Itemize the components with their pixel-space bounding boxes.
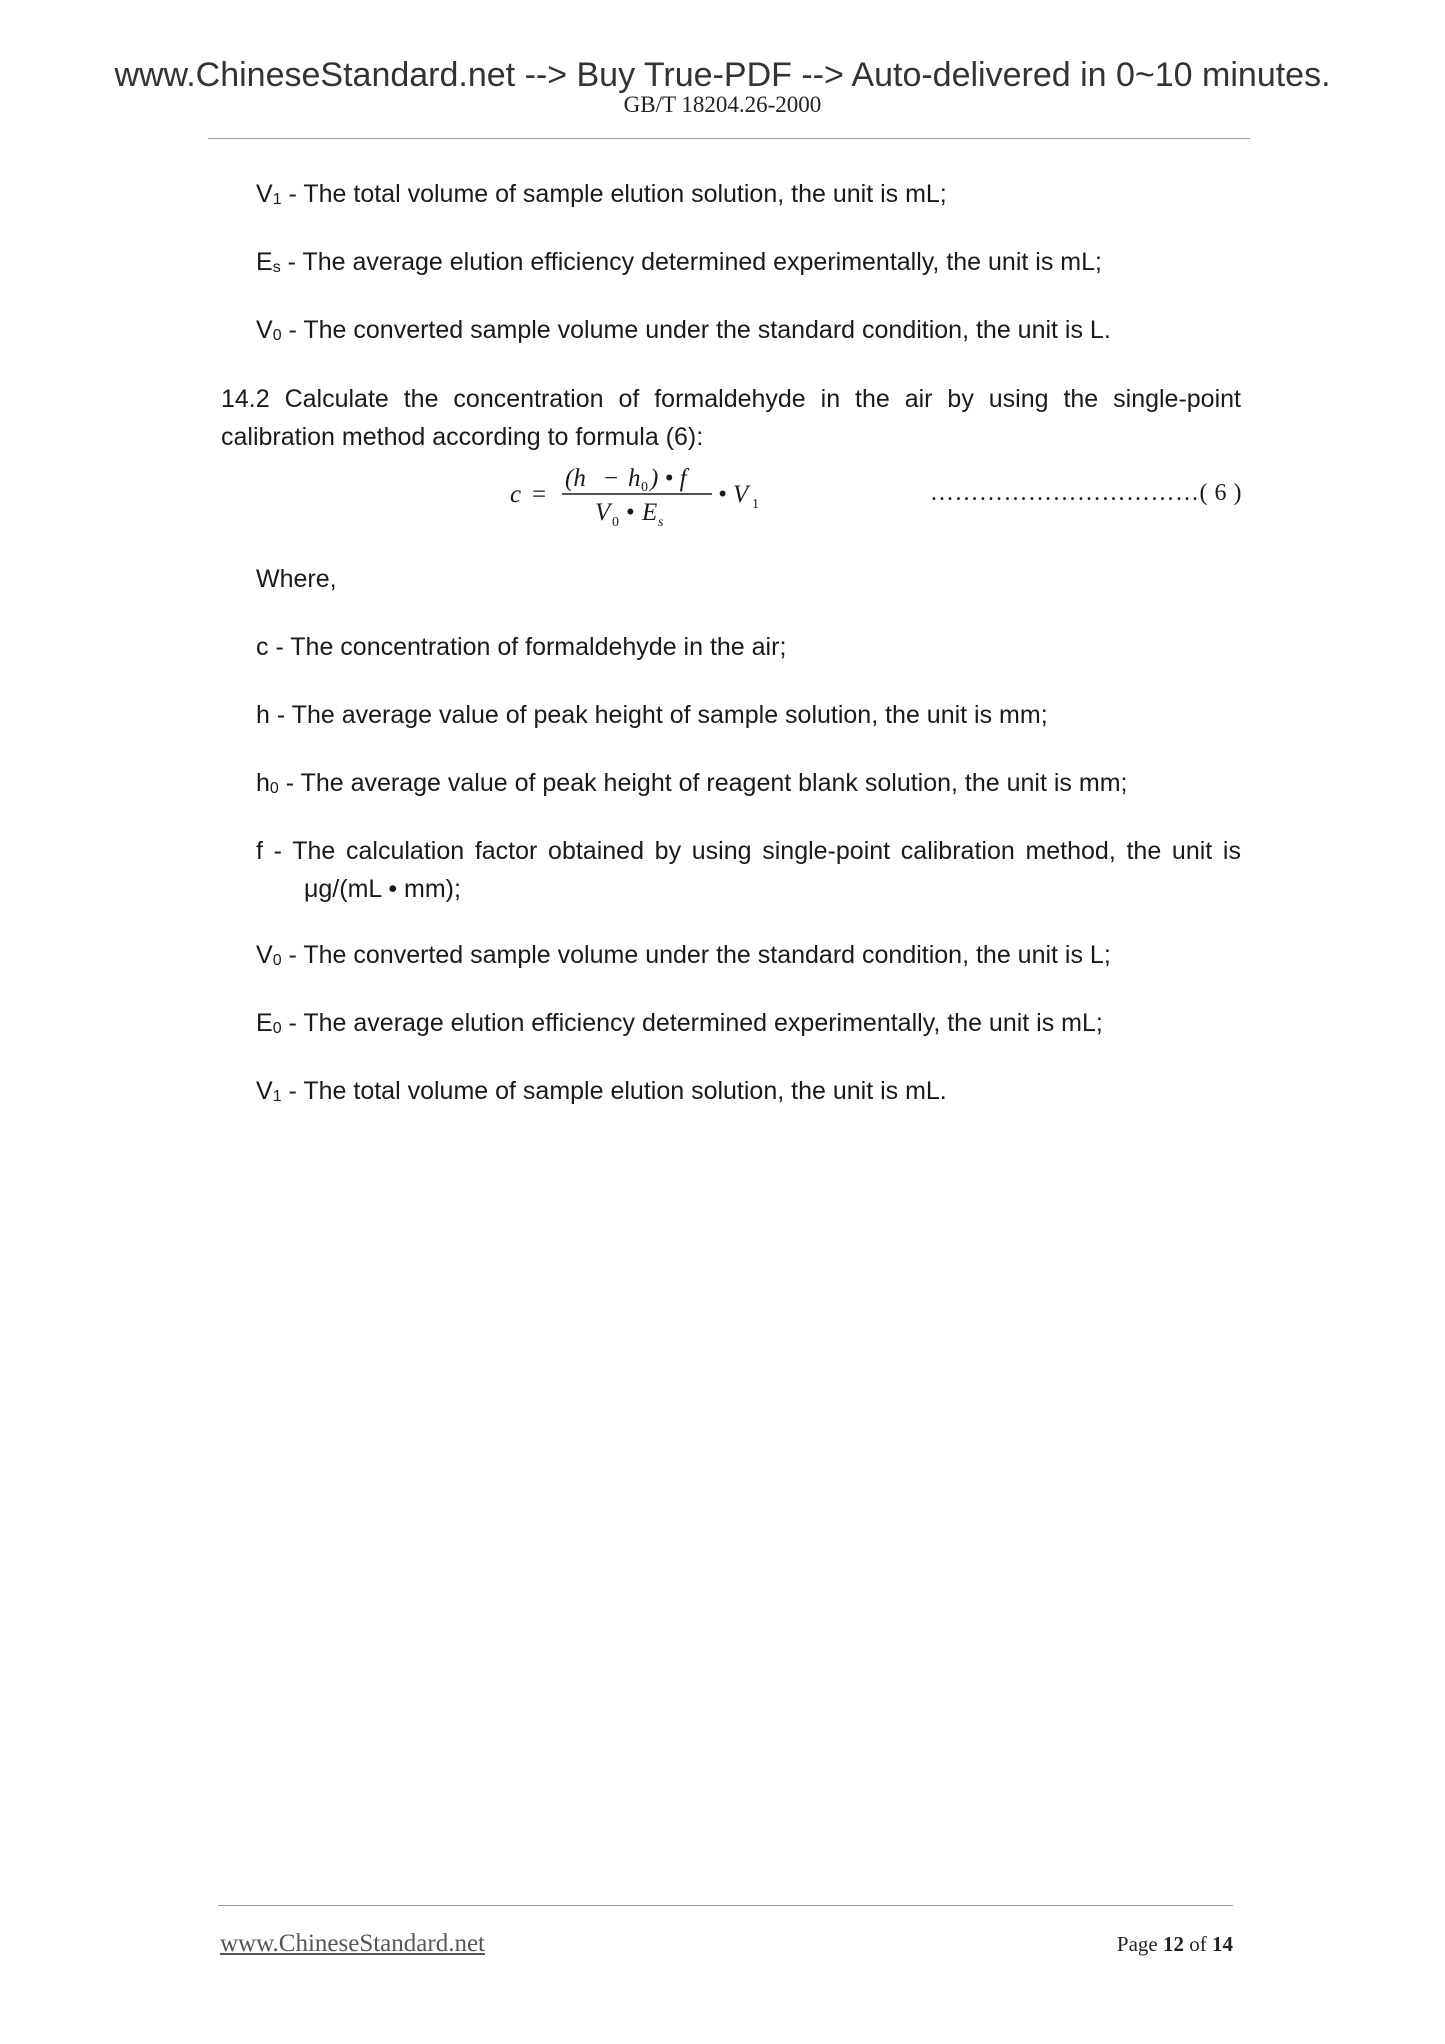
formula-h-subscript: 0 xyxy=(641,480,648,495)
definition-text: - The average value of peak height of reagent blank solution, the unit is mm; xyxy=(278,769,1128,797)
definition-text: - The total volume of sample elution solution, the unit is mL; xyxy=(281,180,947,208)
symbol-subscript: 0 xyxy=(272,952,282,969)
definition-h xyxy=(256,696,1048,734)
definition-e0 xyxy=(256,1004,1103,1048)
footer-divider xyxy=(218,1905,1233,1906)
symbol-subscript: 0 xyxy=(272,1020,282,1037)
formula-numerator-open: (h xyxy=(565,465,586,492)
definition-v1-second xyxy=(256,1072,947,1116)
formula-denominator-v: V xyxy=(595,499,611,526)
definition-v1 xyxy=(256,175,947,219)
definition-text: - The concentration of formaldehyde in the air; xyxy=(268,633,787,661)
symbol: c xyxy=(256,633,269,661)
formula-lhs: c xyxy=(510,481,522,508)
formula-denominator-e: E xyxy=(642,499,658,526)
symbol: E xyxy=(256,248,273,276)
formula-equals: = xyxy=(532,481,547,508)
definition-f-line2: μg/(mL • mm); xyxy=(304,875,461,903)
symbol: V xyxy=(256,941,273,969)
definition-text: - The converted sample volume under the standard condition, the unit is L. xyxy=(281,316,1111,344)
symbol-subscript: 1 xyxy=(272,191,282,208)
symbol: V xyxy=(256,316,273,344)
definition-h0 xyxy=(256,764,1127,808)
formula-denominator-dot: • xyxy=(626,499,635,526)
section-14-2-line2: calibration method according to formula (6): xyxy=(221,423,704,451)
definition-v0 xyxy=(256,311,1111,355)
formula-minus: − xyxy=(604,465,619,492)
formula-graphic xyxy=(500,456,800,536)
definition-text: - The converted sample volume under the standard condition, the unit is L; xyxy=(281,941,1111,969)
page-of: of xyxy=(1184,1932,1212,1956)
section-14-2-line1: 14.2 Calculate the concentration of formaldehyde in the air by using the single-point xyxy=(221,385,1241,413)
symbol-subscript: s xyxy=(272,259,281,276)
definition-es xyxy=(256,243,1102,287)
formula-times-v: • V xyxy=(718,481,749,508)
formula-6 xyxy=(500,456,800,536)
symbol: E xyxy=(256,1009,273,1037)
definition-v0-second xyxy=(256,936,1111,980)
definition-c xyxy=(256,628,786,666)
promo-banner[interactable]: www.ChineseStandard.net --> Buy True-PDF --> Auto-delivered in 0~10 minutes. xyxy=(114,56,1331,94)
formula-number: ……………………………( 6 ) xyxy=(930,480,1242,506)
symbol: V xyxy=(256,180,273,208)
page-total: 14 xyxy=(1212,1932,1233,1956)
definition-text: - The average elution efficiency determined experimentally, the unit is mL; xyxy=(280,248,1102,276)
page-label: Page xyxy=(1116,1932,1163,1956)
page-current: 12 xyxy=(1163,1932,1184,1956)
page-number xyxy=(1117,1932,1233,1957)
symbol: V xyxy=(256,1077,273,1105)
symbol-subscript: 0 xyxy=(272,327,282,344)
formula-numerator-close: ) • f xyxy=(650,465,687,492)
footer-site-link[interactable]: www.ChineseStandard.net xyxy=(220,1930,485,1957)
symbol: h xyxy=(256,701,270,729)
symbol-subscript: 0 xyxy=(269,780,279,797)
symbol-subscript: 1 xyxy=(272,1088,282,1105)
formula-times-v-subscript: 1 xyxy=(752,497,759,512)
header-divider xyxy=(208,138,1250,139)
formula-denominator-v-subscript: 0 xyxy=(612,515,619,530)
document-id: GB/T 18204.26-2000 xyxy=(623,92,822,117)
formula-h: h xyxy=(628,465,641,492)
symbol: h xyxy=(256,769,270,797)
definition-text: - The total volume of sample elution solution, the unit is mL. xyxy=(281,1077,947,1105)
definition-text: - The average value of peak height of sample solution, the unit is mm; xyxy=(269,701,1048,729)
formula-denominator-e-subscript: s xyxy=(658,515,664,530)
where-label: Where, xyxy=(256,565,337,593)
definition-f-line1: f - The calculation factor obtained by using single-point calibration method, the unit is xyxy=(256,837,1241,865)
definition-text: - The average elution efficiency determined experimentally, the unit is mL; xyxy=(281,1009,1103,1037)
